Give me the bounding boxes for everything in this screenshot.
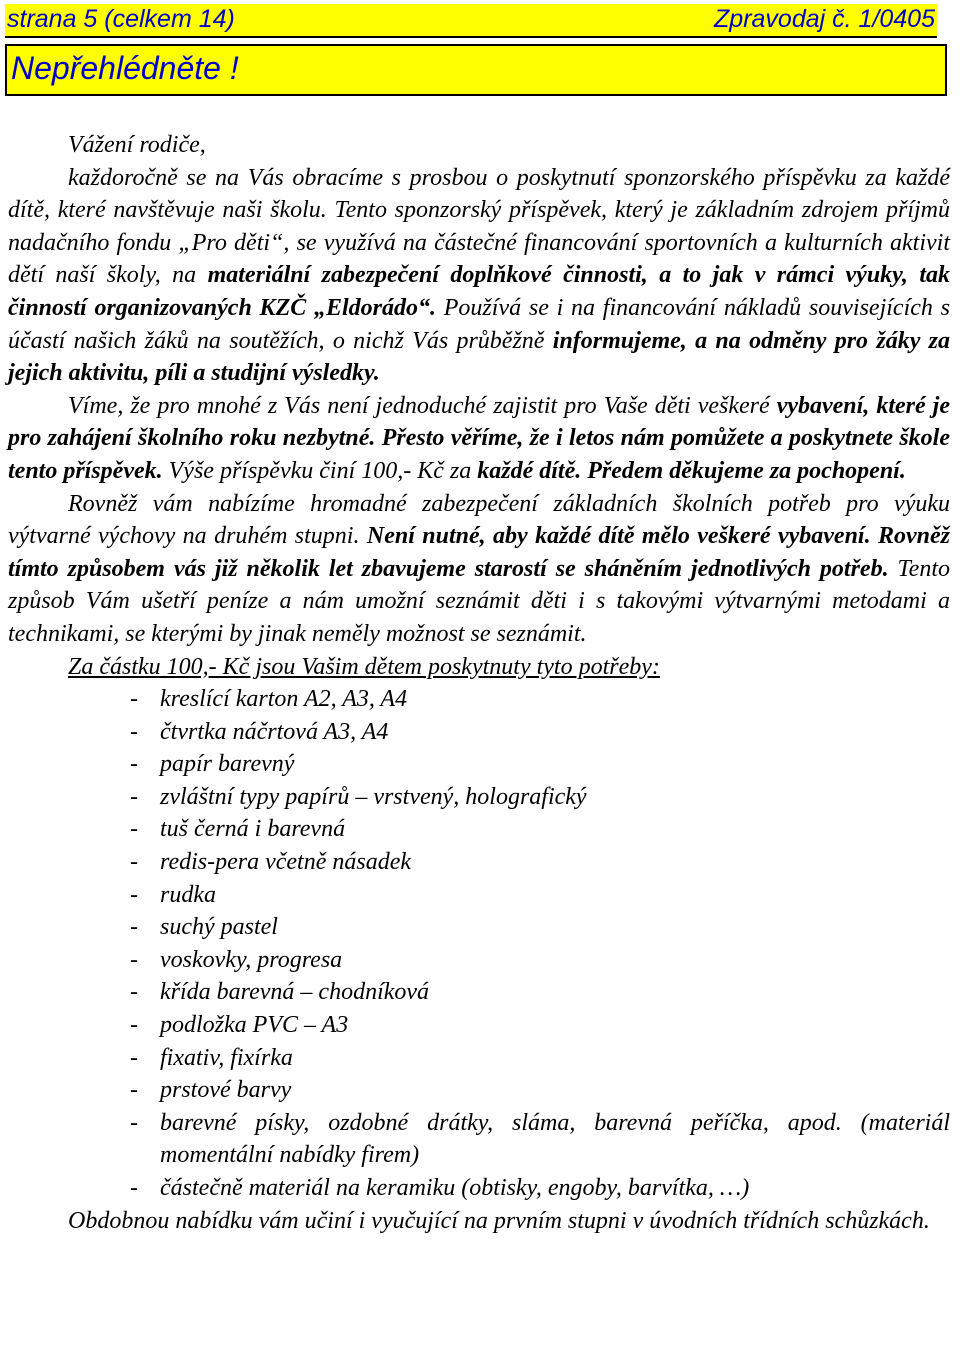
list-item: - kreslící karton A2, A3, A4 bbox=[8, 683, 950, 716]
p1-text: každoročně se na Vás obracíme s prosbou o poskytnutí sponzorského příspěvku za každé dítě, které navštěvuje naši školu. Tento sponzorský příspěvek, který je základním zdrojem příjmů nadačního fondu „Pro děti“, se využívá na částečné financování sportovních a kulturních aktivit dětí naší školy, na bbox=[8, 164, 950, 289]
list-item: - tuš černá i barevná bbox=[8, 813, 950, 846]
list-item: - redis-pera včetně násadek bbox=[8, 846, 950, 879]
supplies-list bbox=[8, 683, 950, 1205]
list-marker: - bbox=[130, 881, 138, 908]
p2-bold: vybavení, které je pro zahájení školního roku nezbytné. Přesto věříme, že i letos nám pomůžete a poskytnete škole tento příspěvek. bbox=[8, 392, 950, 484]
list-item: - papír barevný bbox=[8, 748, 950, 781]
list-item: - částečně materiál na keramiku (obtisky, engoby, barvítka, …) bbox=[8, 1172, 950, 1205]
p3-text: Rovněž vám nabízíme hromadné zabezpečení základních školních potřeb pro výuku výtvarné výchovy na druhém stupni. bbox=[8, 490, 950, 550]
list-intro-text: Za částku 100,- Kč jsou Vašim dětem poskytnuty tyto potřeby: bbox=[68, 653, 660, 680]
p1-bold: materiální zabezpečení doplňkové činnosti, a to jak v rámci výuky, tak činností organizovaných KZČ „Eldorádo“. bbox=[8, 262, 950, 321]
list-item: - barevné písky, ozdobné drátky, sláma, barevná peříčka, apod. (materiál momentální nabídky firem) bbox=[8, 1107, 950, 1172]
paragraph-sponsorship bbox=[8, 162, 950, 390]
p3-text-2: Tento způsob Vám ušetří peníze a nám umožní seznámit děti i s takovými výtvarnými metodami a technikami, se kterými by jinak neměly možnost se seznámit. bbox=[8, 555, 951, 647]
paragraph-art-supplies bbox=[8, 488, 950, 651]
list-intro bbox=[8, 651, 950, 684]
list-marker: - bbox=[130, 979, 138, 1006]
p1-text-2: Používá se i na financování nákladů souvisejících s účastí našich žáků na soutěžích, o nichž Vás průběžně bbox=[8, 294, 950, 354]
list-item: - rudka bbox=[8, 879, 950, 912]
list-item: - křída barevná – chodníková bbox=[8, 976, 950, 1009]
list-marker: - bbox=[130, 718, 138, 745]
p2-text-2: Výše příspěvku činí 100,- Kč za bbox=[162, 457, 478, 484]
closing-note: Obdobnou nabídku vám učiní i vyučující na prvním stupni v úvodních třídních schůzkách. bbox=[68, 1207, 930, 1234]
list-marker: - bbox=[130, 1077, 138, 1104]
list-marker: - bbox=[130, 849, 138, 876]
p3-bold: Není nutné, aby každé dítě mělo veškeré vybavení. Rovněž tímto způsobem vás již několik let zbavujeme starostí se sháněním jednotlivých potřeb. bbox=[8, 523, 950, 582]
p2-bold-2: každé dítě. Předem děkujeme za pochopení. bbox=[477, 457, 906, 484]
newsletter-issue: Zpravodaj č. 1/0405 bbox=[714, 5, 935, 33]
p2-text: Víme, že pro mnohé z Vás není jednoduché zajistit pro Vaše děti veškeré bbox=[68, 392, 777, 419]
list-item: - podložka PVC – A3 bbox=[8, 1009, 950, 1042]
section-banner bbox=[5, 44, 947, 96]
list-marker: - bbox=[130, 1012, 138, 1039]
list-marker: - bbox=[130, 1109, 138, 1136]
list-marker: - bbox=[130, 751, 138, 778]
list-marker: - bbox=[130, 914, 138, 941]
list-item: - voskovky, progresa bbox=[8, 944, 950, 977]
list-marker: - bbox=[130, 1044, 138, 1071]
list-marker: - bbox=[130, 816, 138, 843]
paragraph-equipment bbox=[8, 390, 950, 488]
list-item: - čtvrtka náčrtová A3, A4 bbox=[8, 716, 950, 749]
list-item: - zvláštní typy papírů – vrstvený, holografický bbox=[8, 781, 950, 814]
page-header bbox=[5, 4, 937, 38]
list-marker: - bbox=[130, 686, 138, 713]
list-marker: - bbox=[130, 946, 138, 973]
letter-body bbox=[8, 129, 950, 1237]
list-item: - prstové barvy bbox=[8, 1074, 950, 1107]
page-number-label: strana 5 (celkem 14) bbox=[7, 5, 235, 33]
list-marker: - bbox=[130, 1175, 138, 1201]
list-item: - fixativ, fixírka bbox=[8, 1042, 950, 1075]
list-marker: - bbox=[130, 783, 138, 810]
p1-bold-2: informujeme, a na odměny pro žáky za jejich aktivitu, píli a studijní výsledky. bbox=[8, 327, 951, 387]
greeting: Vážení rodiče, bbox=[68, 132, 206, 158]
banner-title: Nepřehlédněte ! bbox=[11, 50, 239, 86]
list-item: - suchý pastel bbox=[8, 911, 950, 944]
